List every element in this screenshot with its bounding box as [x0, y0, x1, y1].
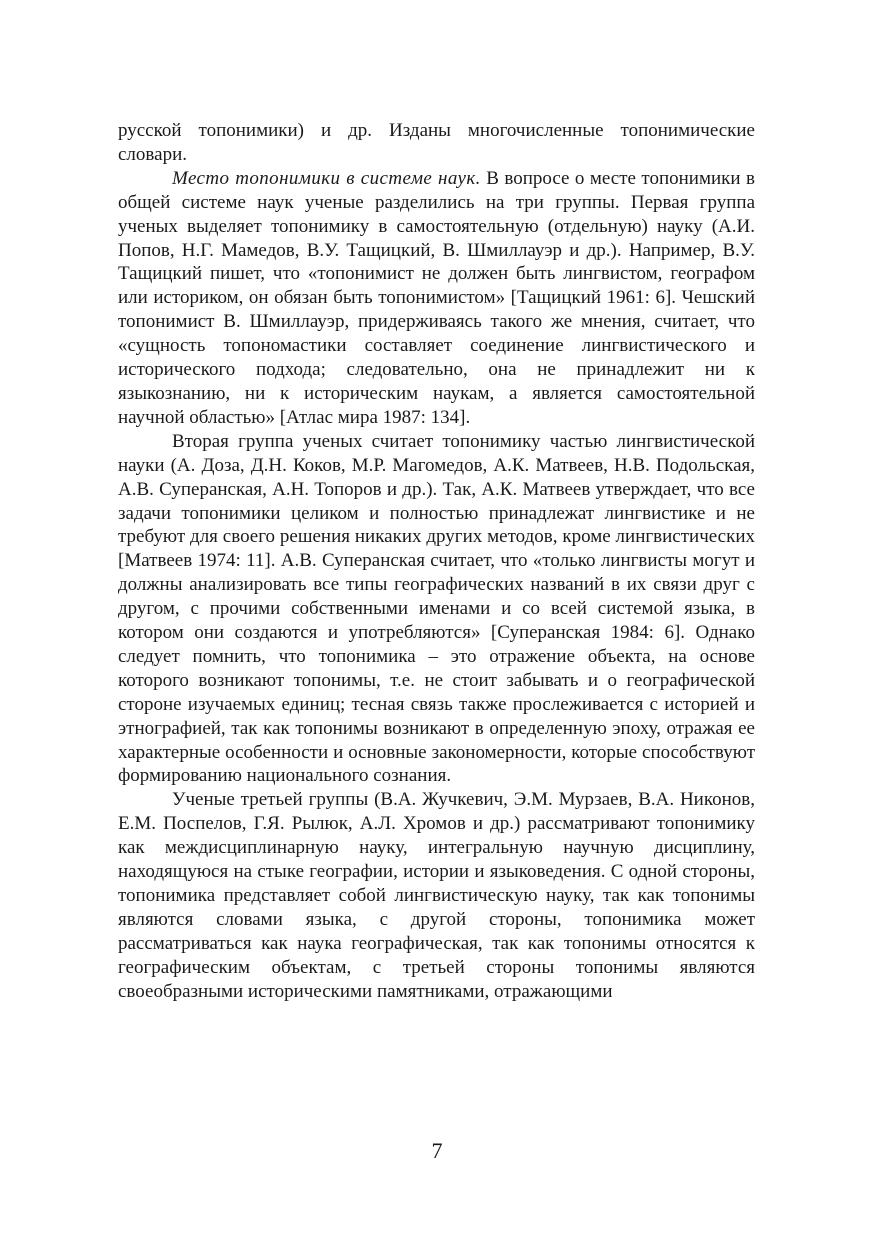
- page-number: 7: [431, 1138, 443, 1163]
- section-heading-inline: Место топонимики в системе наук.: [172, 167, 481, 189]
- paragraph-continuation: русской топонимики) и др. Изданы многочисленные топонимические словари.: [118, 120, 755, 165]
- paragraph-topic-placement: [118, 167, 755, 430]
- paragraph-third-group: Ученые третьей группы (В.А. Жучкевич, Э.М. Мурзаев, В.А. Никонов, Е.М. Поспелов, Г.Я. Рылюк, А.Л. Хромов и др.) рассматривают топонимику как междисциплинарную науку, интегральную научную дисциплину, находящуюся на стыке географии, истории и языковедения. С одной стороны, топонимика представляет собой лингвистическую науку, так как топонимы являются словами языка, с другой стороны, топонимика может рассматриваться как наука географическая, так как топонимы относятся к географическим объектам, с третьей стороны топонимы являются своеобразными историческими памятниками, отражающими: [118, 789, 755, 1002]
- paragraph-second-group: Вторая группа ученых считает топонимику частью лингвистической науки (А. Доза, Д.Н. Коков, М.Р. Магомедов, А.К. Матвеев, Н.В. Подольская, А.В. Суперанская, А.Н. Топоров и др.). Так, А.К. Матвеев утверждает, что все задачи топонимики целиком и полностью принадлежат лингвистике и не требуют для своего решения никаких других методов, кроме лингвистических [Матвеев 1974: 11]. А.В. Суперанская считает, что «только лингвисты могут и должны анализировать все типы географических названий в их связи друг с другом, с прочими собственными именами и со всей системой языка, в котором они создаются и употребляются» [Суперанская 1984: 6]. Однако следует помнить, что топонимика – это отражение объекта, на основе которого возникают топонимы, т.е. не стоит забывать и о географической стороне изучаемых единиц; тесная связь также прослеживается с историей и этнографией, так как топонимы возникают в определенную эпоху, отражая ее характерные особенности и основные закономерности, которые способствуют формированию национального сознания.: [118, 430, 755, 787]
- document-body: [118, 119, 755, 1004]
- paragraph-text: В вопросе о месте топонимики в общей системе наук ученые разделились на три группы. Первая группа ученых выделяет топонимику в самостоятельную (отдельную) науку (А.И. Попов, Н.Г. Мамедов, В.У. Тащицкий, В. Шмиллауэр и др.). Например, В.У. Тащицкий пишет, что «топонимист не должен быть лингвистом, географом или историком, он обязан быть топонимистом» [Тащицкий 1961: 6]. Чешский топонимист В. Шмиллауэр, придерживаясь такого же мнения, считает, что «сущность топономастики составляет соединение лингвистического и исторического подхода; следовательно, она не принадлежит ни к языкознанию, ни к историческим наукам, а является самостоятельной научной областью» [Атлас мира 1987: 134].: [118, 167, 755, 428]
